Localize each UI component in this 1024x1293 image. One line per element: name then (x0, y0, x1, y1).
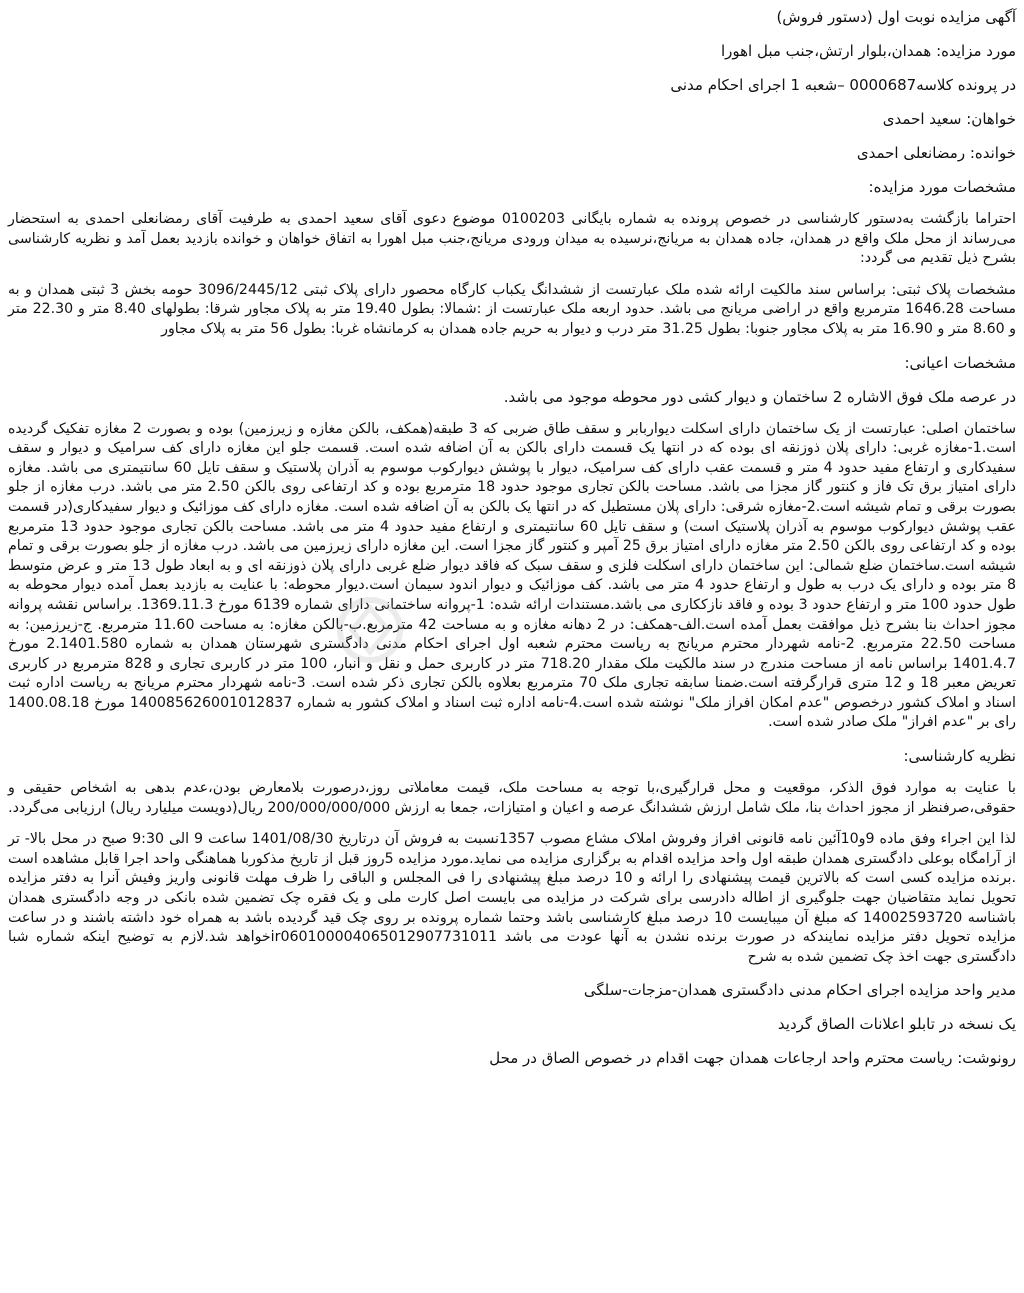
specs-heading: مشخصات مورد مزایده: (868, 178, 1016, 196)
defendant-name: خوانده: رمضانعلی احمدی (856, 144, 1016, 162)
registration-paragraph: مشخصات پلاک ثبتی: براساس سند مالکیت ارائه شده ملک عبارتست از ششدانگ یکباب کارگاه محصور دارای پلاک ثبتی 3096/2445/12 حومه بخش 3 ثبتی همدان و به مساحت 1646.28 مترمربع واقع در اراضی مریانج می باشد. حدود اربعه ملک عبارتست از :شمالا: بطول 19.40 متر به پلاک مجاور شرقا: بطولهای 8.40 متر و 22.30 متر و 8.60 متر و 16.90 متر به پلاک مجاور جنوبا: بطول 31.25 متر درب و دیوار به حریم جاده همدان به کرمانشاه غربا: بطول 56 متر به پلاک مجاور (8, 281, 1016, 337)
case-number: در پرونده کلاسه0000687 –شعبه 1 اجرای احکام مدنی (670, 76, 1016, 94)
signature-line: مدیر واحد مزایده اجرای احکام مدنی دادگستری همدان-مزجات-سلگی (583, 981, 1016, 1000)
buildings-intro: در عرصه ملک فوق الاشاره 2 ساختمان و دیوار کشی دور محوطه موجود می باشد. (503, 387, 1016, 406)
auction-subject: مورد مزایده: همدان،بلوار ارتش،جنب مبل اهورا (720, 42, 1016, 60)
notice-title: آگهی مزایده نوبت اول (دستور فروش) (776, 8, 1016, 26)
opinion-heading: نظریه کارشناسی: (903, 747, 1016, 766)
expert-intro-paragraph: احتراما بازگشت به‌دستور کارشناسی در خصوص پرونده به شماره بایگانی 0100203 موضوع دعوی آقای سعید احمدی به طرفیت آقای رمضانعلی احمدی به استحضار می‌رساند از محل ملک واقع در همدان، جاده همدان به مریانج،نرسیده به میدان ورودی مریانج،جنب مبل اهورا به اتفاق خواهان و خوانده بازدید بعمل آمد و نظریه کارشناسی بشرح ذیل تقدیم می گردد: (8, 211, 1016, 267)
posting-note: یک نسخه در تابلو اعلانات الصاق گردید (777, 1015, 1016, 1034)
carbon-copy-note: رونوشت: ریاست محترم واحد ارجاعات همدان جهت اقدام در خصوص الصاق در محل (489, 1049, 1016, 1068)
opinion-paragraph: با عنایت به موارد فوق الذکر، موقعیت و محل قرارگیری،با توجه به مساحت ملک، قیمت معاملاتی روز،درصورت بلامعارض بودن،عدم بدهی به اشخاص حقیقی و حقوقی،صرفنظر از مجوز احداث بنا، ملک شامل ارزش ششدانگ عرصه و اعیان و امتیازات، جمعا به ارزش 200/000/000/000 ریال(دویست میلیارد ریال) ارزیابی می‌گردد. (8, 780, 1016, 816)
buildings-detail-paragraph: ساختمان اصلی: عبارتست از یک ساختمان دارای اسکلت دیواربابر و سقف طاق ضربی که 3 طبقه(همکف، بالکن مغازه و زیرزمین) بوده و بصورت 2 مغازه تفکیک گردیده است.1-مغازه غربی: دارای پلان ذوزنقه ای بوده که در انتها یک قسمت دارای بالکن به آن اضافه شده است. قسمت جلو این مغازه دارای کف سرامیک و دیوار و سقف سفیدکاری و ارتفاع مفید حدود 4 متر و قسمت عقب دارای کف سرامیک، دیوار با پوشش دیوارکوب موسوم به آذران پلاستیک و سقف تایل 60 سانتیمتری می باشد. مغازه دارای امتیاز برق تک فاز و کنتور گاز مجزا می باشد. مساحت بالکن تجاری موجود حدود 18 مترمربع بوده و کد ارتفاعی روی بالکن 2.50 متر می باشد. درب مغازه از جلو بصورت برقی و تمام شیشه است.2-مغازه شرقی: دارای پلان مستطیل که در انتها یک بالکن به آن اضافه شده است. مغازه دارای کف موزائیک و دیوار سفیدکاری(در قسمت عقب پوشش دیوارکوب موسوم به آذران پلاستیک است) و سقف تایل 60 سانتیمتری و ارتفاع مفید حدود 4 متر می باشد. مساحت بالکن تجاری موجود حدود 13 مترمربع بوده و کد ارتفاعی روی بالکن 2.50 متر مغازه دارای امتیاز برق 25 آمپر و کنتور گاز مجزا است. این مغازه دارای زیرزمین می باشد. درب مغازه از جلو بصورت برقی و تمام شیشه است.ساختمان ضلع شمالی: این ساختمان دارای اسکلت فلزی و سقف سبک که فاقد دیوار ضلع غربی دارای پلان ذوزنقه ای و به ابعاد طول 13 متر و عرض متوسط 8 متر بوده و دارای یک درب به طول و ارتفاع حدود 4 متر می باشد. کف موزائیک و دیوار اندود سیمان است.دیوار محوطه: با عنایت به بازدید بعمل آمده دیوار محوطه به طول حدود 100 متر و ارتفاع حدود 3 بوده و فاقد نازککاری می باشد.مستندات ارائه شده: 1-پروانه ساختمانی دارای شماره 6139 مورخ 1369.11.3. براساس نقشه پروانه مجوز احداث بنا بشرح ذیل موافقت بعمل آمده است.الف-همکف: در 2 دهانه مغازه و به مساحت 42 مترمربع.ب-بالکن مغازه: به مساحت 11.60 مترمربع. ج-زیرزمین: به مساحت 22.50 مترمربع. 2-نامه شهردار محترم مریانج به ریاست محترم شعبه اول اجرای احکام مدنی دادگستری شهرستان همدان به شماره 2.1401.580 مورخ 1401.4.7 براساس نامه از مساحت مندرج در سند مالکیت ملک مقدار 718.20 متر در کاربری حمل و نقل و انبار، 100 متر در کاربری تجاری و 828 مترمربع در کاربری تعریض معبر 18 و 12 متری قرارگرفته است.ضمنا سابقه تجاری ملک 70 مترمربع بعلاوه بالکن تجاری ذکر شده است. 3-نامه شهردار محترم مریانج به ریاست اداره ثبت اسناد و املاک کشور درخصوص "عدم امکان افراز ملک" نوشته شده است.4-نامه اداره ثبت اسناد و املاک کشور به شماره 140085626001012837 مورخ 1400.08.18 رای بر "عدم افراز" ملک صادر شده است. (8, 420, 1017, 731)
buildings-heading: مشخصات اعیانی: (904, 353, 1016, 372)
auction-terms-paragraph: لذا این اجراء وفق ماده 9و10آئین نامه قانونی افراز وفروش املاک مشاع مصوب 1357نسبت به فروش آن درتاریخ 1401/08/30 ساعت 9 الی 9:30 صبح در محل بالا- تر از آرامگاه بوعلی دادگستری همدان طبقه اول واحد مزایده اقدام به برگزاری مزایده می نماید.مورد مزایده 5روز قبل از تاریخ مذکوربا هماهنگی واحد اجرا قابل مشاهده است .برنده مزایده کسی است که بالاترین قیمت پیشنهادی را ارائه و 10 درصد مبلغ پیشنهادی را فی المجلس و الباقی را ظرف مهلت قانونی واریز وفیش آنرا به دفتر مزایده تحویل نماید متقاضیان جهت جلوگیری از اطاله دادرسی برای شرکت در مزایده می بایست اصل کارت ملی و یک فقره چک تضمین شده بانکی در وجه دادگستری همدان باشناسه 14002593720 که مبلغ آن میبایست 10 درصد مبلغ کارشناسی باشد وحتما شماره پرونده بر روی چک قید گردیده باشد به همراه خود داشته باشند و در ساعت مزایده تحویل دفتر مزایده نمایندکه در صورت برنده نشدن به آنها عودت می باشد ir060100004065012907731011خواهد شد.لازم به توضیح اینکه شماره شبا دادگستری جهت اخذ چک تضمین شده به شرح (8, 831, 1017, 965)
plaintiff-name: خواهان: سعید احمدی (882, 110, 1016, 128)
